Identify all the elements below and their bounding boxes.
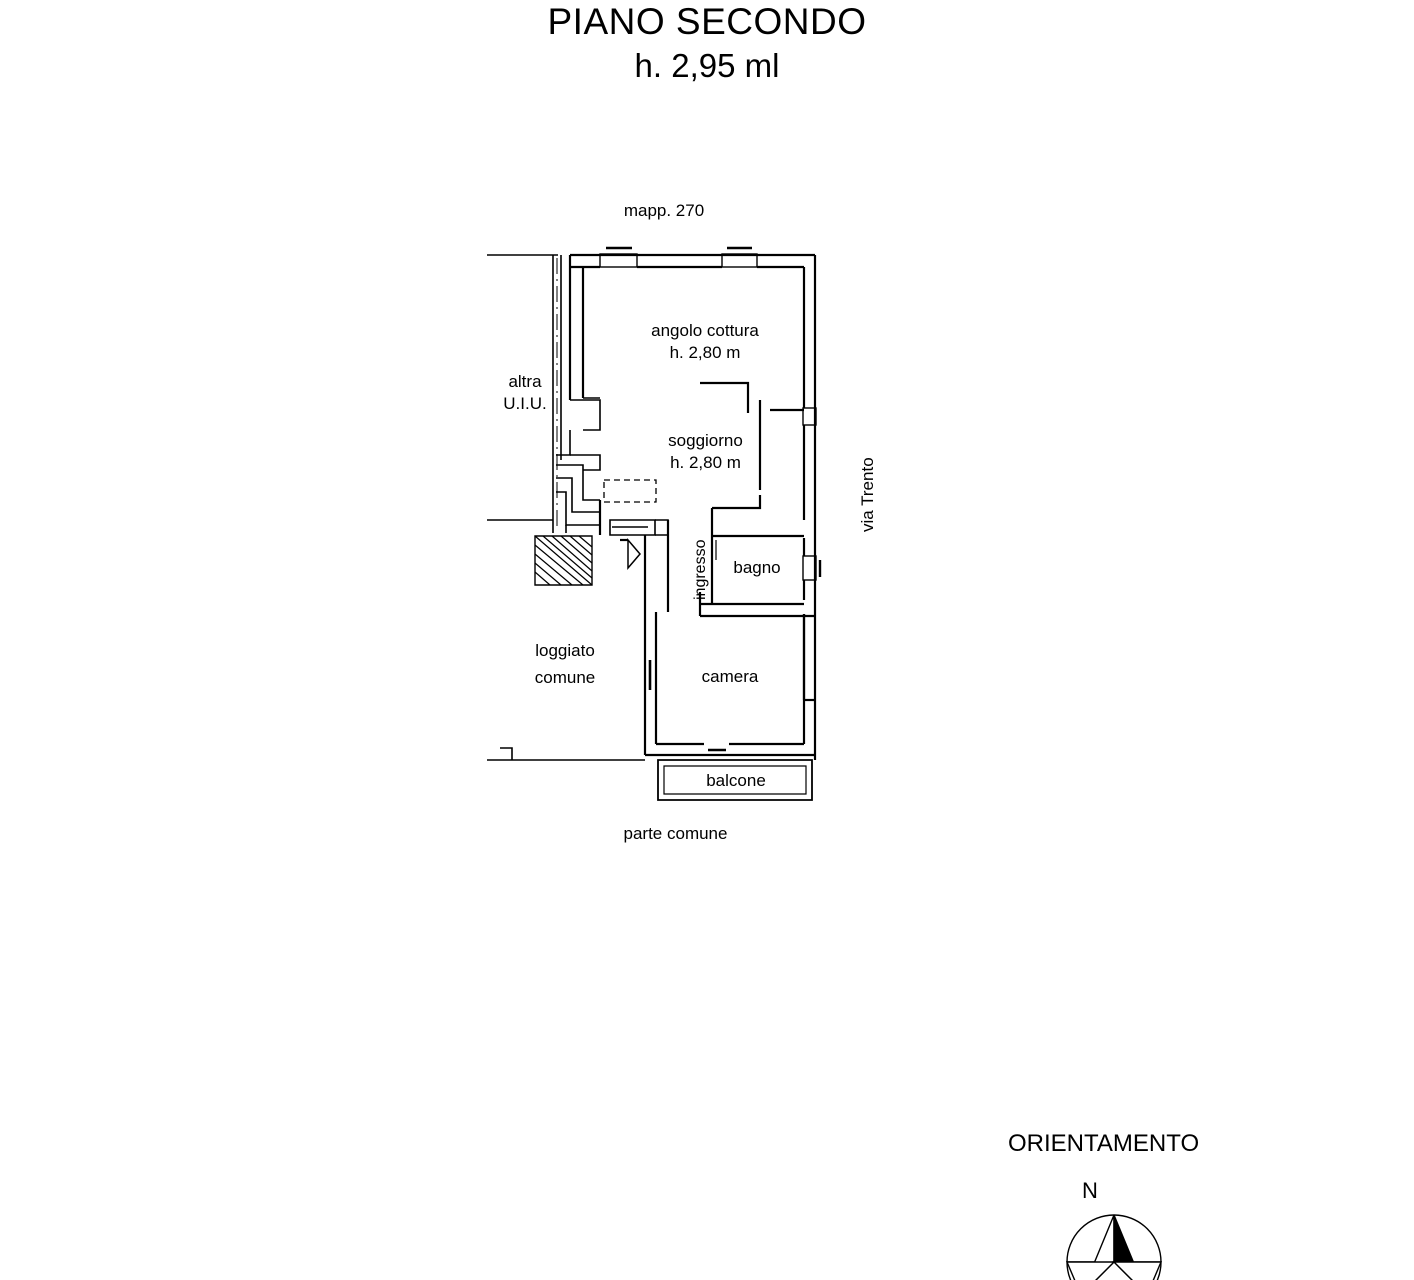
label-parte-comune: parte comune bbox=[623, 824, 728, 843]
label-ingresso: ingresso bbox=[692, 539, 709, 600]
label-via-trento: via Trento bbox=[858, 457, 877, 532]
label-bagno: bagno bbox=[733, 558, 781, 577]
label-altra-uiu-line1: altra bbox=[508, 372, 542, 391]
label-angolo-cottura-height: h. 2,80 m bbox=[669, 343, 741, 362]
label-parcel: mapp. 270 bbox=[623, 201, 705, 220]
title-floor: PIANO SECONDO bbox=[547, 1, 867, 42]
label-camera: camera bbox=[701, 667, 759, 686]
label-loggiato-line2: comune bbox=[534, 668, 596, 687]
label-soggiorno-height: h. 2,80 m bbox=[670, 453, 741, 472]
label-balcone: balcone bbox=[706, 771, 766, 790]
orientation-north-label: N bbox=[1082, 1178, 1098, 1203]
label-soggiorno: soggiorno bbox=[668, 431, 743, 450]
label-loggiato-line1: loggiato bbox=[535, 641, 595, 660]
label-altra-uiu-line2: U.I.U. bbox=[503, 394, 547, 413]
label-angolo-cottura: angolo cottura bbox=[651, 321, 759, 340]
title-height: h. 2,95 ml bbox=[634, 47, 780, 84]
orientation-title: ORIENTAMENTO bbox=[1008, 1130, 1200, 1157]
